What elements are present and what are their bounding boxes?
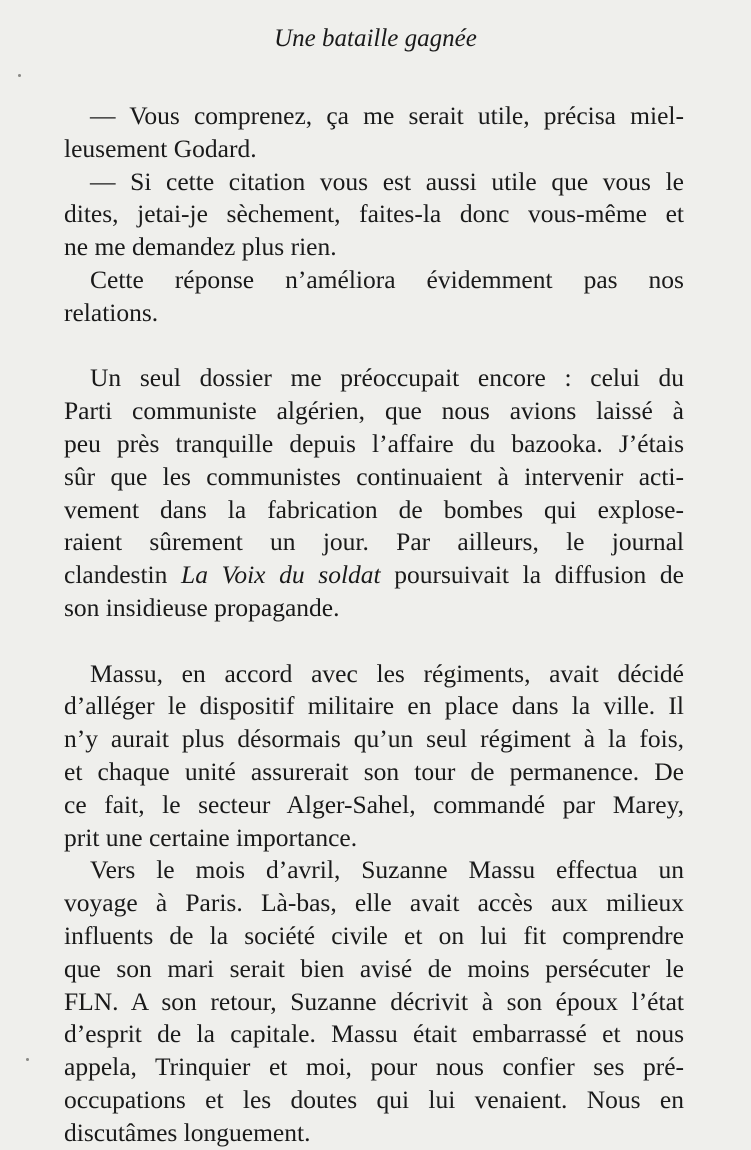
text-line: relations. bbox=[64, 297, 159, 327]
text-line: discutâmes longuement. bbox=[64, 1117, 311, 1147]
text-line: vement dans la fabrication de bombes qui explose- bbox=[64, 494, 684, 524]
paragraph-3 bbox=[64, 264, 684, 330]
text-line: ne me demandez plus rien. bbox=[64, 232, 337, 262]
newspaper-title: La Voix du soldat bbox=[181, 560, 381, 590]
paragraph-1 bbox=[64, 100, 684, 166]
text-line: n’y aurait plus désormais qu’un seul régiment à la fois, bbox=[64, 724, 684, 754]
text-line: prit une certaine importance. bbox=[64, 822, 358, 852]
text-line bbox=[64, 559, 684, 592]
paragraph-2 bbox=[64, 166, 684, 264]
text-line: Parti communiste algérien, que nous avions laissé à bbox=[64, 396, 684, 426]
text-line: sûr que les communistes continuaient à intervenir acti- bbox=[64, 461, 684, 491]
paragraph-4 bbox=[64, 362, 684, 624]
text-line: dites, jetai-je sèchement, faites-la donc vous-même et bbox=[64, 199, 684, 229]
text-line: et chaque unité assurerait son tour de permanence. De bbox=[64, 756, 684, 786]
text-line: — Vous comprenez, ça me serait utile, précisa miel- bbox=[90, 101, 684, 130]
paper-speck bbox=[26, 1058, 29, 1061]
text-line: raient sûrement un jour. Par ailleurs, le journal bbox=[64, 527, 684, 557]
text-line: d’esprit de la capitale. Massu était embarrassé et nous bbox=[64, 1019, 684, 1049]
text-line: leusement Godard. bbox=[64, 133, 257, 163]
text-line: voyage à Paris. Là-bas, elle avait accès aux milieux bbox=[64, 888, 684, 918]
text-line: appela, Trinquier et moi, pour nous confier ses pré- bbox=[64, 1052, 684, 1082]
paper-speck bbox=[18, 74, 21, 77]
paragraph-5 bbox=[64, 658, 684, 855]
paragraph-6 bbox=[64, 854, 684, 1149]
text-line: Cette réponse n’améliora évidemment pas nos bbox=[90, 264, 684, 294]
section-break bbox=[64, 330, 684, 363]
page-body bbox=[64, 100, 684, 1150]
text-line: Un seul dossier me préoccupait encore : celui du bbox=[90, 363, 684, 393]
text-line: Vers le mois d’avril, Suzanne Massu effectua un bbox=[90, 855, 684, 885]
text-line: FLN. A son retour, Suzanne décrivit à son époux l’état bbox=[64, 986, 684, 1016]
text-line: Massu, en accord avec les régiments, avait décidé bbox=[90, 658, 684, 688]
running-head: Une bataille gagnée bbox=[274, 25, 477, 52]
text-line: son insidieuse propagande. bbox=[64, 592, 340, 622]
text-line: d’alléger le dispositif militaire en place dans la ville. Il bbox=[64, 691, 684, 721]
text-line: ce fait, le secteur Alger-Sahel, commandé par Marey, bbox=[64, 789, 684, 819]
text-line: influents de la société civile et on lui fit comprendre bbox=[64, 920, 684, 950]
text-line: — Si cette citation vous est aussi utile que vous le bbox=[90, 166, 684, 196]
text-fragment: clandestin bbox=[64, 560, 182, 590]
text-line: occupations et les doutes qui lui venaient. Nous en bbox=[64, 1084, 684, 1114]
text-line: que son mari serait bien avisé de moins persécuter le bbox=[64, 953, 684, 983]
text-line: peu près tranquille depuis l’affaire du bazooka. J’étais bbox=[64, 428, 684, 458]
text-fragment: poursuivait la diffusion de bbox=[380, 560, 684, 590]
section-break bbox=[64, 625, 684, 658]
